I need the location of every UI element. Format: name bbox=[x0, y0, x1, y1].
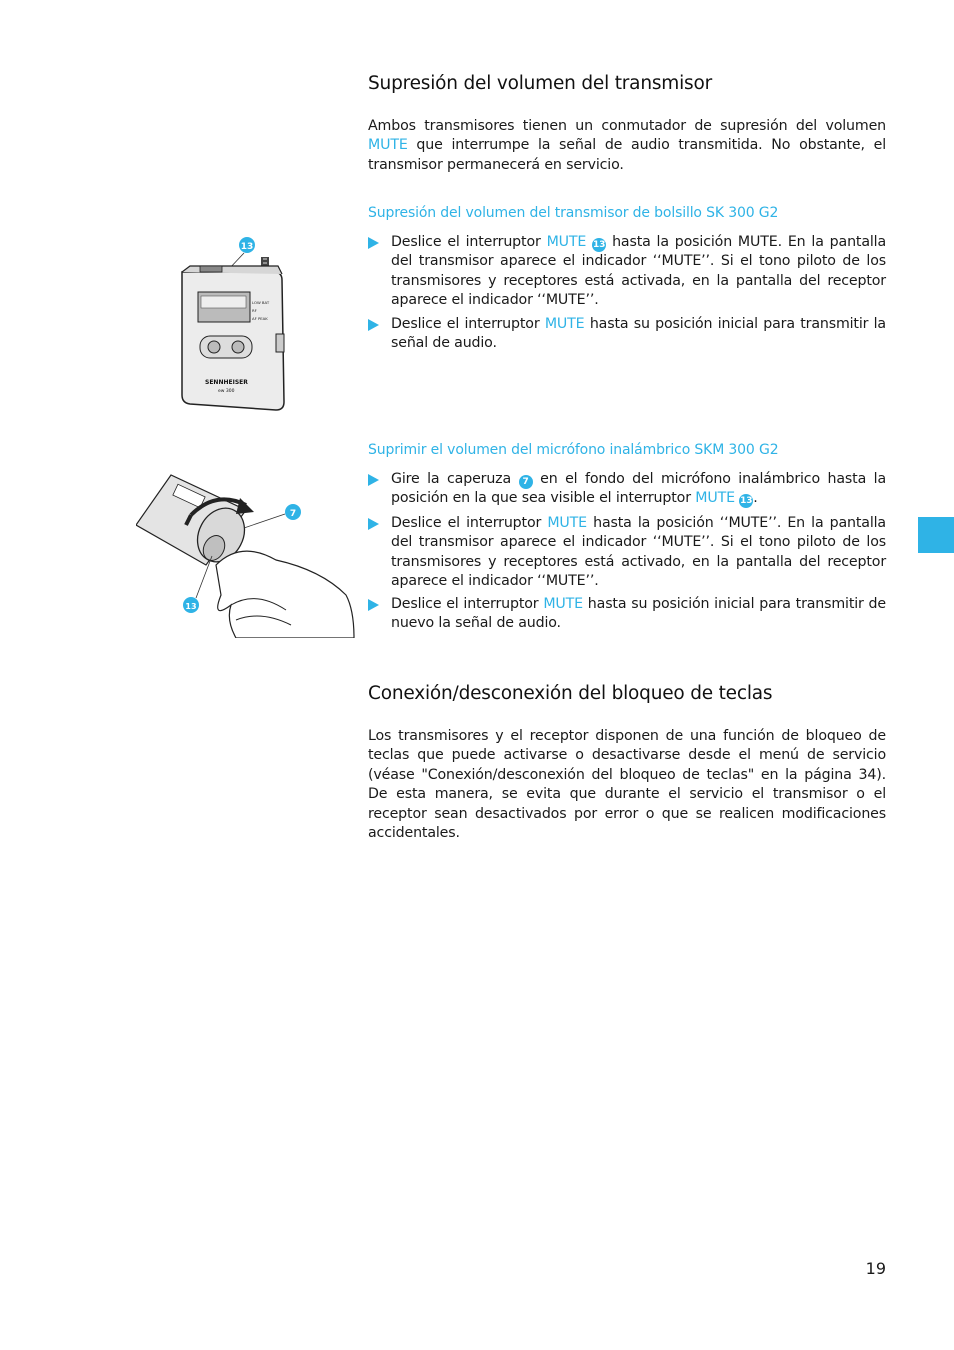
bullet-arrow-icon bbox=[368, 474, 379, 486]
callout-number-badge: 7 bbox=[519, 475, 533, 489]
bullet-arrow-icon bbox=[368, 518, 379, 530]
handheld-microphone-figure bbox=[136, 470, 358, 638]
intro-text-b: que interrumpe la señal de audio transmitida. No obstante, el transmisor permanecerá en servicio. bbox=[368, 137, 886, 173]
bullet-item bbox=[368, 514, 886, 592]
bullet-item bbox=[368, 233, 886, 311]
section-title-keylock: Conexión/desconexión del bloqueo de teclas bbox=[368, 683, 773, 704]
bullet-text: Deslice el interruptor MUTE 13 hasta la posición MUTE. En la pantalla del transmisor aparece el indicador ‘‘MUTE’’. Si el tono piloto de los transmisores y receptores está activada, en la pantalla del receptor aparece el indicador ‘‘MUTE’’. bbox=[391, 234, 886, 309]
bullet-item bbox=[368, 315, 886, 354]
mute-label: MUTE bbox=[546, 234, 587, 250]
bullet-arrow-icon bbox=[368, 319, 379, 331]
af-peak-label: AF PEAK bbox=[252, 316, 268, 321]
chapter-tab-marker bbox=[918, 517, 954, 553]
callout-number-badge: 13 bbox=[740, 496, 753, 507]
callout-number: 13 bbox=[185, 602, 197, 611]
rf-label: RF bbox=[252, 308, 257, 313]
bullet-text: Gire la caperuza 7 en el fondo del micrófono inalámbrico hasta la posición en la que sea visible el interruptor MUTE 13. bbox=[391, 471, 886, 507]
model-label: ew 300 bbox=[218, 389, 235, 394]
mute-label: MUTE bbox=[547, 515, 587, 531]
bullet-text: Deslice el interruptor MUTE hasta su posición inicial para transmitir la señal de audio. bbox=[391, 316, 886, 352]
callout-number-badge: 13 bbox=[593, 240, 606, 250]
mute-label: MUTE bbox=[544, 316, 585, 332]
bullet-arrow-icon bbox=[368, 237, 379, 249]
page-number: 19 bbox=[865, 1259, 886, 1278]
bullet-item bbox=[368, 470, 886, 509]
mute-intro-paragraph bbox=[368, 117, 886, 175]
intro-text-a: Ambos transmisores tienen un conmutador de supresión del volumen bbox=[368, 118, 886, 134]
bullet-item bbox=[368, 595, 886, 634]
subsection-title-skm300: Suprimir el volumen del micrófono inalámbrico SKM 300 G2 bbox=[368, 442, 779, 458]
bullet-arrow-icon bbox=[368, 599, 379, 611]
brand-logo-text: SENNHEISER bbox=[205, 379, 248, 386]
keylock-paragraph: Los transmisores y el receptor disponen de una función de bloqueo de teclas que puede activarse o desactivarse desde el menú de servicio (véase "Conexión/desconexión del bloqueo de teclas" en la página 34). De esta manera, se evita que durante el servicio el transmisor o el receptor sean desactivados por error o que se realicen modificaciones accidentales. bbox=[368, 728, 886, 842]
low-bat-label: LOW BAT bbox=[252, 300, 270, 305]
mute-label: MUTE bbox=[695, 490, 735, 507]
mute-label: MUTE bbox=[368, 137, 408, 154]
callout-number: 13 bbox=[240, 242, 254, 252]
bullet-text: Deslice el interruptor MUTE hasta su posición inicial para transmitir de nuevo la señal de audio. bbox=[391, 596, 886, 632]
callout-number: 7 bbox=[289, 509, 297, 519]
bullet-text: Deslice el interruptor MUTE hasta la posición ‘‘MUTE’’. En la pantalla del transmisor aparece el indicador ‘‘MUTE’’. Si el tono piloto de los transmisores y receptores está activado, en la pantalla del receptor aparece el indicador ‘‘MUTE’’. bbox=[391, 515, 886, 590]
bodypack-transmitter-figure bbox=[170, 232, 300, 417]
mute-label: MUTE bbox=[543, 596, 583, 612]
subsection-title-sk300: Supresión del volumen del transmisor de bolsillo SK 300 G2 bbox=[368, 205, 779, 221]
section-title-mute: Supresión del volumen del transmisor bbox=[368, 73, 713, 94]
